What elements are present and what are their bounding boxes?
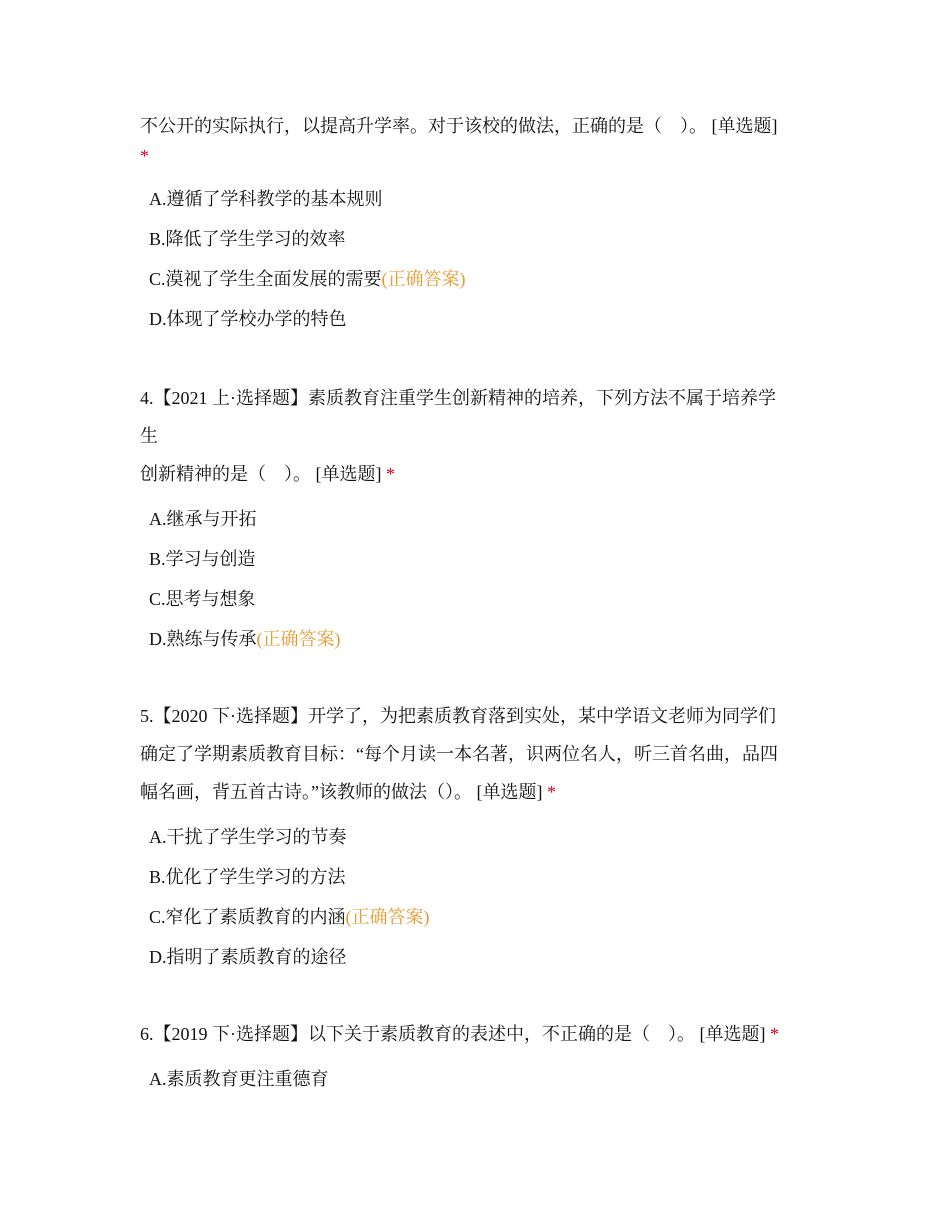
options-list (140, 179, 820, 339)
option-d[interactable] (140, 299, 820, 339)
question-line: 6.【2019 下·选择题】以下关于素质教育的表述中，不正确的是（ ）。 (140, 1024, 695, 1044)
question-block-5 (140, 697, 820, 977)
option-text: C.漠视了学生全面发展的需要 (149, 269, 382, 289)
option-c[interactable] (140, 897, 820, 937)
option-text: B.降低了学生学习的效率 (149, 229, 346, 249)
question-text (140, 1015, 820, 1053)
question-text (140, 107, 820, 145)
question-line: 生 (140, 426, 158, 446)
question-text (140, 773, 820, 811)
option-text: B.优化了学生学习的方法 (149, 867, 346, 887)
option-a[interactable] (140, 817, 820, 857)
question-block-3 (140, 107, 820, 339)
question-type-tag: [单选题] (711, 116, 778, 136)
option-text: B.学习与创造 (149, 549, 256, 569)
option-text: D.指明了素质教育的途径 (149, 947, 347, 967)
option-c[interactable] (140, 579, 820, 619)
question-text (140, 455, 820, 493)
question-line: 5.【2020 下·选择题】开学了，为把素质教育落到实处，某中学语文老师为同学们 (140, 706, 776, 726)
options-list (140, 1059, 820, 1099)
option-text: A.干扰了学生学习的节奏 (149, 827, 347, 847)
option-b[interactable] (140, 539, 820, 579)
question-line: 不公开的实际执行，以提高升学率。对于该校的做法，正确的是（ ）。 (140, 116, 707, 136)
option-c[interactable] (140, 259, 820, 299)
required-mark: * (140, 146, 149, 166)
option-a[interactable] (140, 1059, 820, 1099)
options-list (140, 817, 820, 977)
option-text: D.体现了学校办学的特色 (149, 309, 347, 329)
question-line: 幅名画，背五首古诗。”该教师的做法（）。 (140, 782, 472, 802)
question-type-tag: [单选题] (699, 1024, 766, 1044)
option-a[interactable] (140, 499, 820, 539)
options-list (140, 499, 820, 659)
question-block-6 (140, 1015, 820, 1099)
required-mark: * (770, 1024, 779, 1044)
option-text: A.继承与开拓 (149, 509, 257, 529)
option-a[interactable] (140, 179, 820, 219)
required-mark: * (547, 782, 556, 802)
option-text: D.熟练与传承 (149, 629, 257, 649)
question-type-tag: [单选题] (315, 464, 382, 484)
question-type-tag: [单选题] (476, 782, 543, 802)
option-d[interactable] (140, 937, 820, 977)
option-b[interactable] (140, 219, 820, 259)
required-mark: * (386, 464, 395, 484)
option-d[interactable] (140, 619, 820, 659)
option-text: C.思考与想象 (149, 589, 256, 609)
question-line: 4.【2021 上·选择题】素质教育注重学生创新精神的培养，下列方法不属于培养学 (140, 388, 776, 408)
option-b[interactable] (140, 857, 820, 897)
question-block-4 (140, 379, 820, 659)
option-text: C.窄化了素质教育的内涵 (149, 907, 346, 927)
question-line: 确定了学期素质教育目标：“每个月读一本名著，识两位名人，听三首名曲，品四 (140, 744, 778, 764)
option-text: A.素质教育更注重德育 (149, 1069, 329, 1089)
question-line: 创新精神的是（ ）。 (140, 464, 311, 484)
correct-answer-tag: (正确答案) (345, 907, 430, 927)
correct-answer-tag: (正确答案) (381, 269, 466, 289)
option-text: A.遵循了学科教学的基本规则 (149, 189, 383, 209)
correct-answer-tag: (正确答案) (256, 629, 341, 649)
